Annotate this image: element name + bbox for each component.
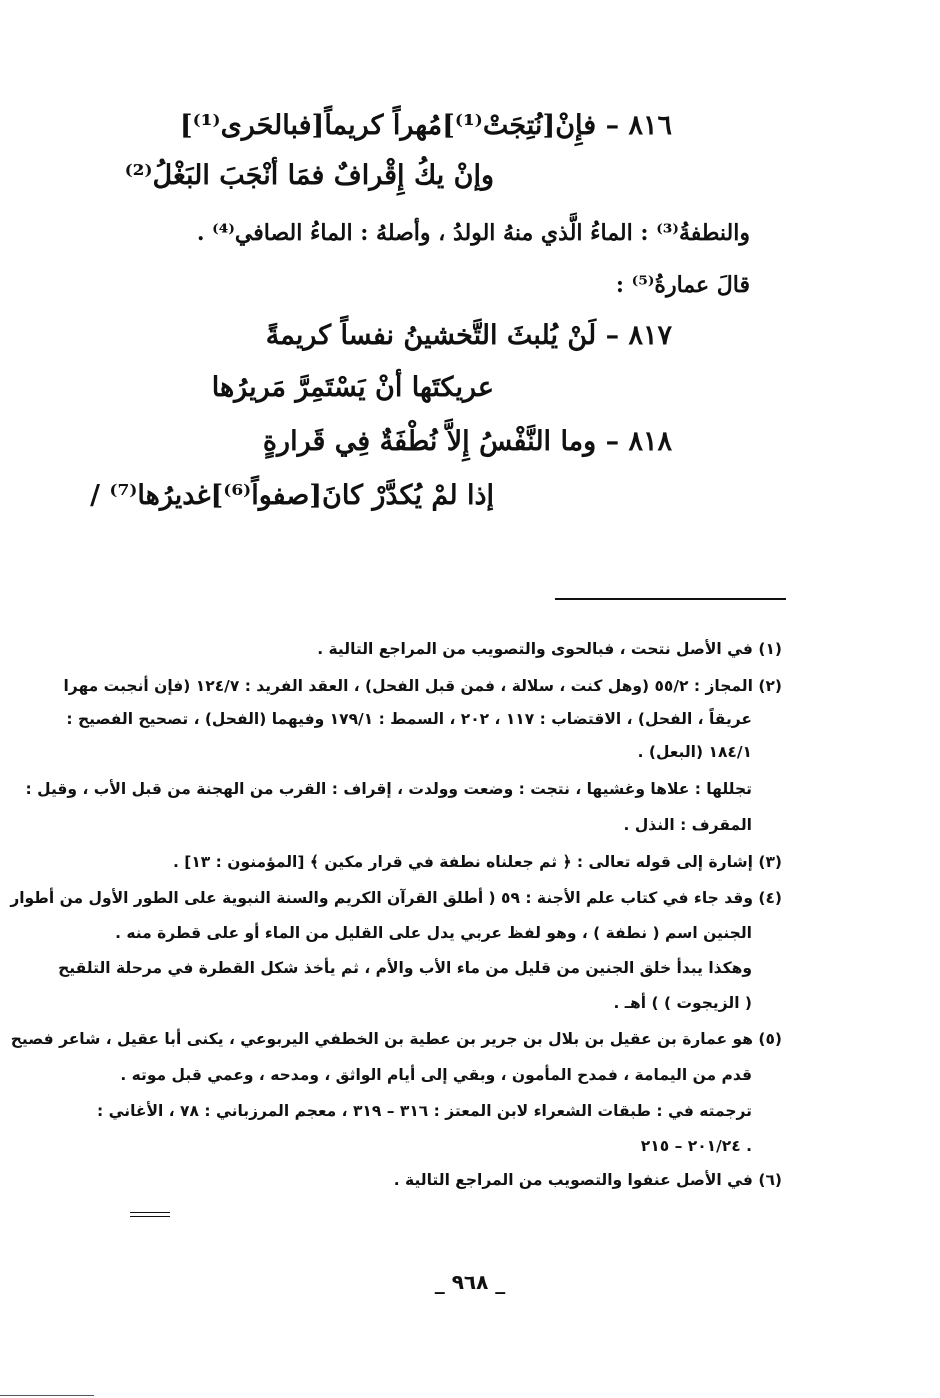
page-number: _ ٩٦٨ _ <box>434 1270 506 1294</box>
verse-817-second-hemistich: عريكتَها أنْ يَسْتَمِرَّ مَريرُها <box>211 372 494 403</box>
footnote-2-continued: عريقاً ، الفحل) ، الاقتضاب : ١١٧ ، ٢٠٢ ، السمط : ١٧٩/١ وفيهما (الفحل) ، تصحيح الفصيح : <box>66 710 752 728</box>
footnote-2: (٢) المجاز : ٥٥/٢ (وهل كنت ، سلالة ، فمن قبل الفحل) ، العقد الفريد : ١٢٤/٧ (فإن أنجبت مهرا <box>63 677 782 695</box>
verse-818-second-hemistich: إذا لمْ يُكدَّرْ كانَ[صفواً⁽⁶⁾]غديرُها⁽⁷⁾ / <box>90 480 494 511</box>
verse-817-first-hemistich: ٨١٧ – لَنْ يُلبثَ التَّخشينُ نفساً كريمةً <box>265 320 672 351</box>
footnote-5: (٥) هو عمارة بن عقيل بن بلال بن جرير بن عطية بن الخطفي اليربوعي ، يكنى أبا عقيل ، شاعر فصيح <box>10 1030 782 1048</box>
footnote-4-continued: الجنين اسم ( نطفة ) ، وهو لفظ عربي يدل على القليل من الماء أو على قطرة منه . <box>115 924 752 942</box>
footnote-6: (٦) في الأصل عنفوا والتصويب من المراجع التالية . <box>393 1171 782 1189</box>
footnote-1: (١) في الأصل نتحت ، فبالحوى والتصويب من المراجع التالية . <box>317 640 782 658</box>
verse-816-second-hemistich: وإنْ يكُ إِقْرافٌ فمَا أنْجَبَ البَغْلُ⁽²⁾ <box>124 160 494 191</box>
verse-818-first-hemistich: ٨١٨ – وما النَّفْسُ إِلاَّ نُطْفَةٌ فِي قَرارةٍ <box>262 426 672 457</box>
footnote-3: (٣) إشارة إلى قوله تعالى : ﴿ ثم جعلناه نطفة في قرار مكين ﴾ [المؤمنون : ١٣] . <box>172 853 782 871</box>
footnote-2-continued: ١٨٤/١ (البعل) . <box>637 743 752 761</box>
footnote-2-gloss: تجللها : علاها وغشيها ، نتجت : وضعت وولدت ، إقراف : القرب من الهجنة من قبل الأب ، وقيل : <box>25 780 752 798</box>
footnote-4-continued: ( الزيجوت ) ) أهـ . <box>613 994 752 1012</box>
footnote-4: (٤) وقد جاء في كتاب علم الأجنة : ٥٩ ( أطلق القرآن الكريم والسنة النبوية على الطور الأول من أطوار <box>10 889 782 907</box>
footnote-5-sources: ترجمته في : طبقات الشعراء لابن المعتز : ٣١٦ – ٣١٩ ، معجم المرزباني : ٧٨ ، الأغاني : <box>97 1102 752 1120</box>
verse-816-first-hemistich: ٨١٦ – فإِنْ[نُتِجَتْ⁽¹⁾]مُهراً كريماً[فبالحَرى⁽¹⁾] <box>179 110 672 141</box>
footnote-4-continued: وهكذا يبدأ خلق الجنين من قليل من ماء الأب والأم ، ثم يأخذ شكل القطرة في مرحلة التلقيح <box>58 959 752 977</box>
footnote-separator <box>555 598 786 600</box>
definition-nutfa: والنطفةُ⁽³⁾ : الماءُ الَّذي منهُ الولدُ ، وأصلهُ : الماءُ الصافي⁽⁴⁾ . <box>196 220 750 246</box>
footnote-2-gloss-continued: المقرف : النذل . <box>623 816 752 834</box>
footnote-end-rule <box>130 1212 170 1217</box>
attribution-umara: قالَ عمارةُ⁽⁵⁾ : <box>615 272 750 298</box>
scan-edge-mark <box>0 1395 94 1396</box>
footnote-5-continued: قدم من اليمامة ، فمدح المأمون ، وبقي إلى أيام الواثق ، ومدحه ، وعمي قبل موته . <box>120 1066 752 1084</box>
footnote-5-sources-continued: ٢٠١/٢٤ – ٢١٥ . <box>640 1137 752 1155</box>
